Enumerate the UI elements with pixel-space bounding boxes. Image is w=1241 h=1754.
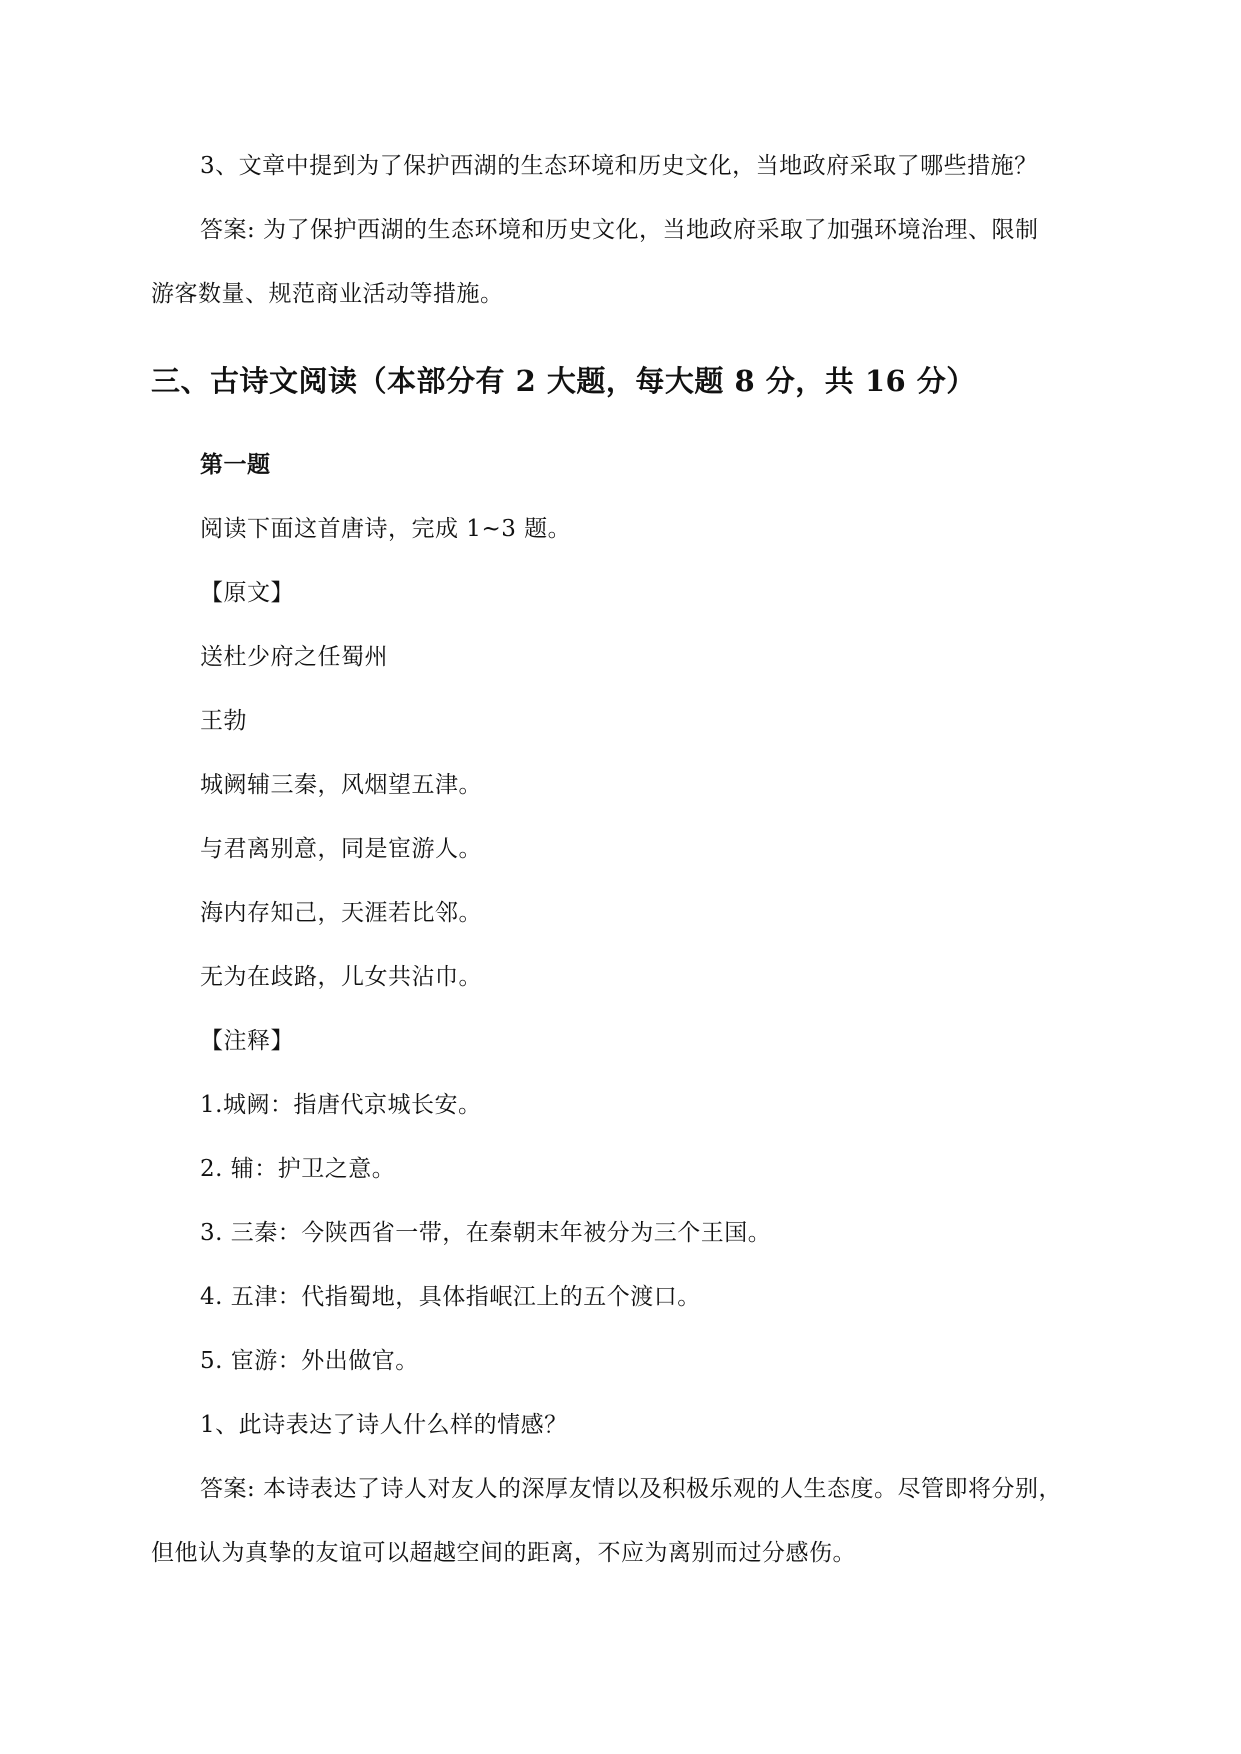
poem-line: 海内存知己，天涯若比邻。 — [200, 900, 482, 926]
question-3: 3、文章中提到为了保护西湖的生态环境和历史文化，当地政府采取了哪些措施？ — [200, 153, 1038, 179]
note-item: 4. 五津：代指蜀地，具体指岷江上的五个渡口。 — [200, 1284, 701, 1310]
notes-label: 【注释】 — [200, 1028, 294, 1054]
note-item: 1.城阙：指唐代京城长安。 — [200, 1092, 482, 1118]
reading-instruction: 阅读下面这首唐诗，完成 1~3 题。 — [200, 516, 572, 542]
poem-author: 王勃 — [200, 708, 247, 734]
answer-3-line-2: 游客数量、规范商业活动等措施。 — [151, 281, 504, 307]
poem-line: 无为在歧路，儿女共沾巾。 — [200, 964, 482, 990]
subheading-first-question: 第一题 — [200, 451, 271, 478]
answer-1-line-2: 但他认为真挚的友谊可以超越空间的距离，不应为离别而过分感伤。 — [151, 1540, 856, 1566]
note-item: 5. 宦游：外出做官。 — [200, 1348, 419, 1374]
question-1: 1、此诗表达了诗人什么样的情感？ — [200, 1412, 568, 1438]
note-item: 2. 辅：护卫之意。 — [200, 1156, 396, 1182]
answer-1-line-1: 答案: 本诗表达了诗人对友人的深厚友情以及积极乐观的人生态度。尽管即将分别， — [200, 1476, 1063, 1502]
note-item: 3. 三秦：今陕西省一带，在秦朝末年被分为三个王国。 — [200, 1220, 772, 1246]
answer-3-line-1: 答案: 为了保护西湖的生态环境和历史文化，当地政府采取了加强环境治理、限制 — [200, 217, 1039, 243]
original-text-label: 【原文】 — [200, 580, 294, 606]
poem-line: 与君离别意，同是宦游人。 — [200, 836, 482, 862]
section-heading: 三、古诗文阅读（本部分有 2 大题，每大题 8 分，共 16 分） — [151, 364, 976, 398]
poem-line: 城阙辅三秦，风烟望五津。 — [200, 772, 482, 798]
poem-title: 送杜少府之任蜀州 — [200, 644, 388, 670]
